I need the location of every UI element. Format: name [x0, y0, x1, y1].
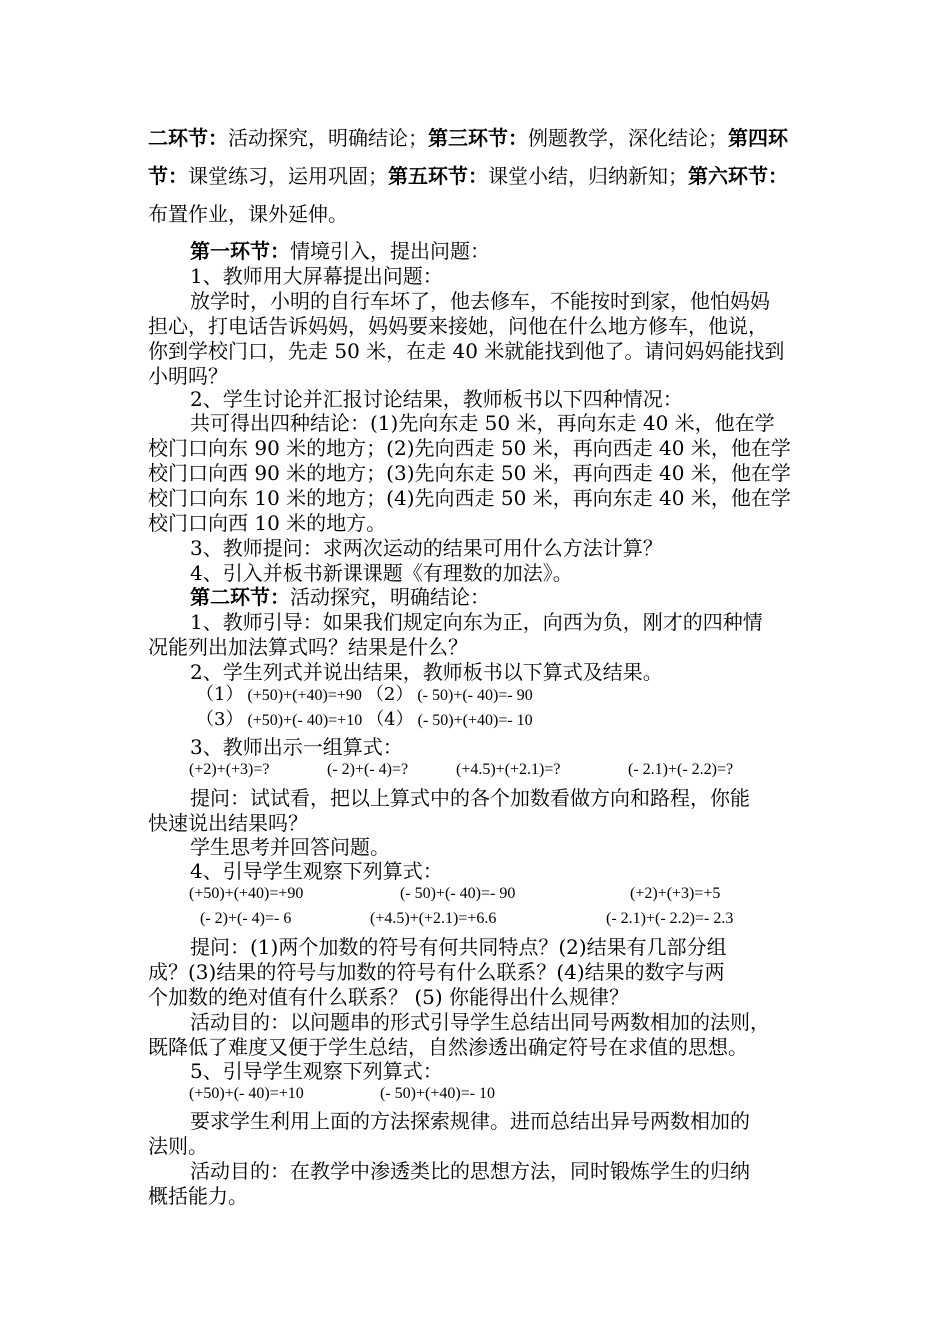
- paragraph: 要求学生利用上面的方法探索规律。进而总结出异号两数相加的: [190, 1109, 750, 1133]
- paragraph: 共可得出四种结论：(1)先向东走 50 米，再向东走 40 米，他在学: [190, 411, 775, 435]
- paragraph: 成？(3)结果的符号与加数的符号有什么联系？(4)结果的数字与两: [148, 960, 725, 984]
- equation: (+2)+(+3)=?: [189, 761, 270, 778]
- equation-label: （3）: [196, 709, 244, 730]
- equation: (- 2.1)+(- 2.2)=- 2.3: [606, 910, 734, 927]
- paragraph: 1、教师引导：如果我们规定向东为正，向西为负，刚才的四种情: [190, 610, 763, 634]
- paragraph: 4、引导学生观察下列算式：: [190, 859, 443, 883]
- bold-run: 第五环节：: [388, 164, 488, 188]
- equation: (- 2.1)+(- 2.2)=?: [628, 761, 734, 778]
- equation: (- 50)+(- 40)=- 90: [417, 687, 533, 704]
- paragraph: 活动目的：以问题串的形式引导学生总结出同号两数相加的法则，: [190, 1010, 770, 1034]
- paragraph: 快速说出结果吗？: [148, 811, 308, 835]
- equation: (- 50)+(+40)=- 10: [380, 1085, 496, 1102]
- equation: (- 2)+(- 4)=?: [327, 761, 409, 778]
- equation: (- 50)+(- 40)=- 90: [400, 885, 516, 902]
- intro-line-2: [148, 163, 788, 189]
- section-2-label: 第二环节：: [190, 585, 290, 609]
- paragraph: 校门口向东 90 米的地方；(2)先向西走 50 米，再向西走 40 米，他在学: [148, 436, 791, 460]
- bold-run: 第四环: [728, 126, 788, 150]
- paragraph: 校门口向东 10 米的地方；(4)先向西走 50 米，再向东走 40 米，他在学: [148, 486, 791, 510]
- paragraph: 3、教师出示一组算式：: [190, 735, 403, 759]
- section-2-heading: [190, 584, 490, 610]
- paragraph: 况能列出加法算式吗？结果是什么？: [148, 635, 468, 659]
- equation-label: （2）: [365, 684, 414, 705]
- paragraph: 校门口向西 90 米的地方；(3)先向东走 50 米，再向西走 40 米，他在学: [148, 461, 791, 485]
- paragraph: 概括能力。: [148, 1184, 248, 1208]
- paragraph: 4、引入并板书新课课题《有理数的加法》。: [190, 561, 573, 585]
- bold-run: 二环节：: [148, 126, 228, 150]
- paragraph: 5、引导学生观察下列算式：: [190, 1059, 443, 1083]
- paragraph: 2、学生列式并说出结果，教师板书以下算式及结果。: [190, 660, 663, 684]
- paragraph: 小明吗？: [148, 364, 228, 388]
- paragraph: 担心，打电话告诉妈妈，妈妈要来接她，问他在什么地方修车，他说，: [148, 314, 768, 338]
- text-run: 课堂小结，归纳新知；: [488, 164, 688, 188]
- equation: (+50)+(+40)=+90: [247, 687, 362, 704]
- equation: (+50)+(- 40)=+10: [247, 712, 363, 729]
- text-run: 课堂练习，运用巩固；: [188, 164, 388, 188]
- intro-line-3: 布置作业，课外延伸。: [148, 202, 348, 226]
- equation: (+50)+(+40)=+90: [189, 885, 304, 902]
- equation: (+4.5)+(+2.1)=+6.6: [370, 910, 497, 927]
- paragraph: 2、学生讨论并汇报讨论结果，教师板书以下四种情况：: [190, 387, 683, 411]
- bold-run: 第六环节：: [688, 164, 788, 188]
- equation-label: （1）: [196, 684, 244, 705]
- paragraph: 既降低了难度又便于学生总结，自然渗透出确定符号在求值的思想。: [148, 1035, 748, 1059]
- equation: (+50)+(- 40)=+10: [189, 1085, 304, 1102]
- equation-label: （4）: [366, 709, 414, 730]
- section-1-heading: [190, 238, 490, 264]
- paragraph: 活动目的：在教学中渗透类比的思想方法，同时锻炼学生的归纳: [190, 1159, 750, 1183]
- paragraph: 你到学校门口，先走 50 米，在走 40 米就能找到他了。请问妈妈能找到: [148, 339, 785, 363]
- equation-row-1: [196, 685, 533, 706]
- paragraph: 校门口向西 10 米的地方。: [148, 511, 387, 535]
- intro-line-1: [148, 125, 788, 151]
- section-2-title: 活动探究，明确结论：: [290, 585, 490, 609]
- section-1-label: 第一环节：: [190, 239, 290, 263]
- paragraph: 3、教师提问：求两次运动的结果可用什么方法计算？: [190, 536, 663, 560]
- paragraph: 提问：试试看，把以上算式中的各个加数看做方向和路程，你能: [190, 786, 750, 810]
- paragraph: 提问：(1)两个加数的符号有何共同特点？(2)结果有几部分组: [190, 935, 727, 959]
- paragraph: 个加数的绝对值有什么联系？ (5) 你能得出什么规律？: [148, 985, 630, 1009]
- text-run: 活动探究，明确结论；: [228, 126, 428, 150]
- equation: (- 50)+(+40)=- 10: [417, 712, 533, 729]
- paragraph: 放学时，小明的自行车坏了，他去修车，不能按时到家，他怕妈妈: [190, 289, 770, 313]
- section-1-title: 情境引入，提出问题：: [290, 239, 490, 263]
- paragraph: 1、教师用大屏幕提出问题：: [190, 264, 443, 288]
- paragraph: 学生思考并回答问题。: [190, 835, 390, 859]
- equation-row-2: [196, 710, 533, 731]
- equation: (- 2)+(- 4)=- 6: [200, 910, 292, 927]
- paragraph: 法则。: [148, 1134, 208, 1158]
- text-run: 例题教学，深化结论；: [528, 126, 728, 150]
- bold-run: 节：: [148, 164, 188, 188]
- equation: (+4.5)+(+2.1)=?: [456, 761, 561, 778]
- bold-run: 第三环节：: [428, 126, 528, 150]
- equation: (+2)+(+3)=+5: [630, 885, 721, 902]
